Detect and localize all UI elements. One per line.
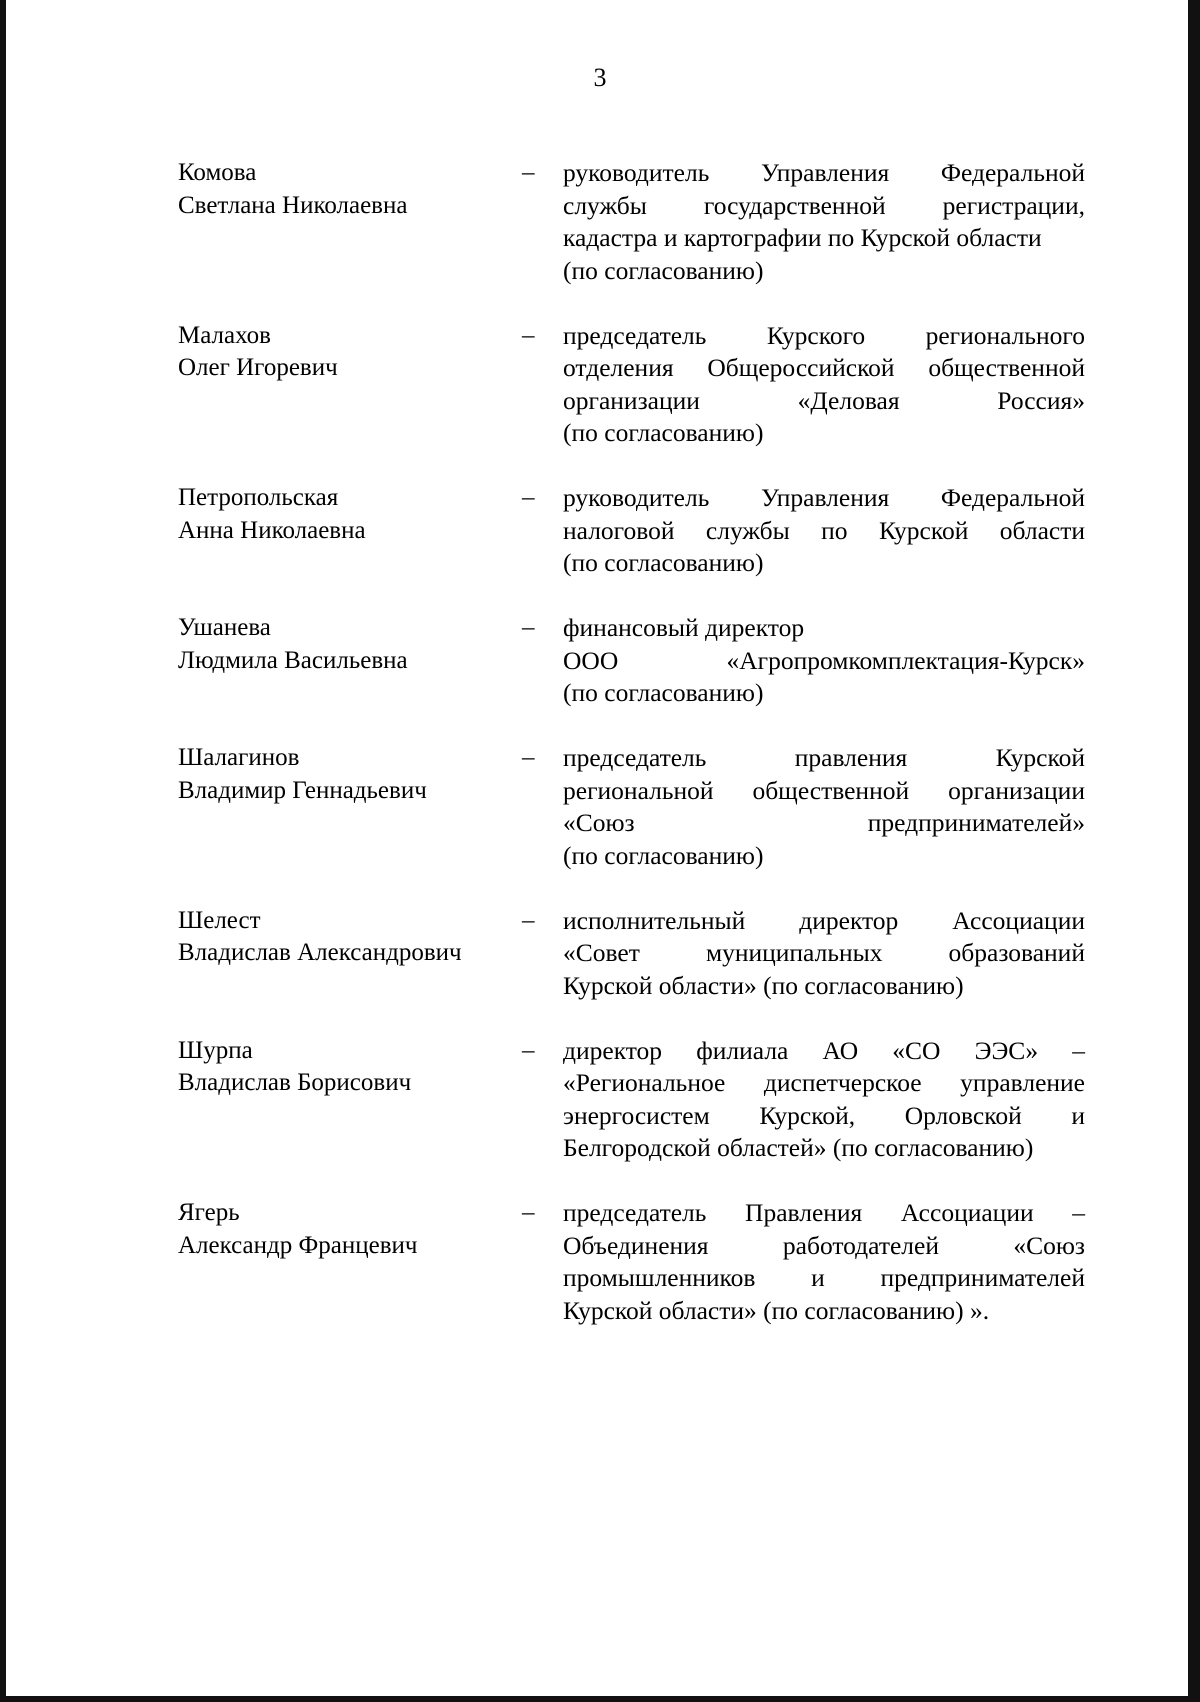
member-given-names: Светлана Николаевна bbox=[178, 191, 408, 219]
position-line bbox=[563, 157, 1085, 190]
position-word: энергосистем bbox=[563, 1100, 710, 1130]
member-given-names: Владимир Геннадьевич bbox=[178, 776, 427, 804]
dash-separator: – bbox=[522, 1036, 535, 1064]
member-position bbox=[563, 905, 1085, 1003]
position-line bbox=[563, 1197, 1085, 1230]
position-line: (по согласованию) bbox=[563, 548, 764, 577]
member-entry bbox=[0, 742, 1200, 905]
position-word: региональной bbox=[563, 775, 714, 805]
member-surname: Малахов bbox=[178, 321, 271, 349]
position-word: «СО bbox=[892, 1035, 941, 1065]
dash-separator: – bbox=[522, 321, 535, 349]
position-line bbox=[563, 742, 1085, 775]
position-word: «Союз bbox=[563, 808, 635, 837]
member-given-names: Людмила Васильевна bbox=[178, 646, 408, 674]
position-line: Курской области» (по согласованию) ». bbox=[563, 1295, 990, 1325]
position-word: налоговой bbox=[563, 515, 675, 545]
member-name bbox=[178, 742, 518, 807]
position-word: образований bbox=[948, 938, 1085, 967]
member-entry bbox=[0, 1197, 1200, 1360]
position-word: руководитель bbox=[563, 483, 710, 512]
position-word: председатель bbox=[563, 1198, 707, 1227]
position-word: исполнительный bbox=[563, 905, 746, 935]
position-word: и bbox=[811, 1263, 825, 1292]
member-given-names: Владислав Борисович bbox=[178, 1069, 412, 1096]
position-word: организации bbox=[563, 385, 700, 415]
position-line bbox=[563, 807, 1085, 840]
member-name bbox=[178, 612, 518, 677]
position-word: общественной bbox=[752, 775, 910, 805]
position-line bbox=[563, 1067, 1085, 1100]
position-word: Россия» bbox=[997, 385, 1085, 415]
member-position bbox=[563, 482, 1085, 580]
position-word: регионального bbox=[925, 320, 1085, 350]
position-word: Объединения bbox=[563, 1230, 709, 1260]
position-word: и bbox=[1071, 1100, 1085, 1130]
member-position bbox=[563, 742, 1085, 872]
position-word: по bbox=[821, 515, 848, 545]
position-word: Курского bbox=[766, 320, 866, 350]
position-line: Белгородской областей» (по согласованию) bbox=[563, 1133, 1034, 1162]
position-line bbox=[563, 775, 1085, 808]
position-word: отделения bbox=[563, 353, 674, 382]
position-word: службы bbox=[705, 515, 790, 545]
position-line bbox=[563, 515, 1085, 548]
position-line bbox=[563, 482, 1085, 515]
position-line bbox=[563, 190, 1085, 223]
member-position bbox=[563, 320, 1085, 450]
position-word: Курской, bbox=[759, 1100, 856, 1130]
position-line: кадастра и картографии по Курской области bbox=[563, 223, 1042, 252]
position-line bbox=[563, 1230, 1085, 1263]
position-line: финансовый директор bbox=[563, 613, 805, 642]
position-word: предпринимателей» bbox=[867, 808, 1085, 837]
member-surname: Комова bbox=[178, 159, 257, 186]
member-given-names: Анна Николаевна bbox=[178, 516, 366, 544]
position-word: руководитель bbox=[563, 158, 710, 187]
member-entry bbox=[0, 612, 1200, 742]
position-word: Курской bbox=[995, 743, 1085, 772]
position-line: Курской области» (по согласованию) bbox=[563, 970, 964, 1000]
position-word: «Агропромкомплектация-Курск» bbox=[726, 645, 1085, 675]
position-word: правления bbox=[794, 743, 908, 772]
position-word: организации bbox=[948, 775, 1085, 805]
position-word: Курской bbox=[878, 515, 969, 545]
position-word: Орловской bbox=[904, 1100, 1022, 1130]
scan-edge-bottom bbox=[0, 1696, 1200, 1702]
position-word: ЭЭС» bbox=[974, 1035, 1039, 1065]
position-word: председатель bbox=[563, 743, 707, 772]
member-given-names: Владислав Александрович bbox=[178, 939, 462, 966]
member-name bbox=[178, 905, 518, 970]
member-name bbox=[178, 320, 518, 385]
dash-separator: – bbox=[522, 744, 535, 771]
member-name bbox=[178, 1035, 518, 1100]
dash-separator: – bbox=[522, 159, 535, 186]
position-word: директор bbox=[799, 905, 899, 935]
position-line bbox=[563, 1100, 1085, 1133]
position-word: филиала bbox=[696, 1035, 789, 1065]
position-line bbox=[563, 385, 1085, 418]
position-word: управление bbox=[960, 1068, 1085, 1097]
position-word: ООО bbox=[563, 645, 619, 675]
position-word: области bbox=[999, 515, 1085, 545]
member-surname: Ушанева bbox=[178, 614, 271, 641]
position-line: (по согласованию) bbox=[563, 840, 764, 870]
position-word: Правления bbox=[745, 1198, 863, 1227]
member-entry bbox=[0, 482, 1200, 612]
position-line bbox=[563, 352, 1085, 385]
position-line bbox=[563, 905, 1085, 938]
member-name bbox=[178, 1197, 518, 1262]
position-word: предпринимателей bbox=[880, 1263, 1085, 1292]
member-name bbox=[178, 482, 518, 547]
dash-separator: – bbox=[522, 614, 535, 641]
position-word: муниципальных bbox=[705, 938, 883, 967]
member-surname: Петропольская bbox=[178, 484, 339, 511]
position-word: Управления bbox=[760, 483, 890, 512]
position-word: АО bbox=[822, 1035, 859, 1065]
position-line: (по согласованию) bbox=[563, 418, 764, 447]
position-word: – bbox=[1072, 1198, 1085, 1227]
position-word: Федеральной bbox=[940, 483, 1085, 512]
member-position bbox=[563, 612, 1085, 710]
position-line bbox=[563, 645, 1085, 678]
position-word: Ассоциации bbox=[900, 1198, 1034, 1227]
member-entry bbox=[0, 157, 1200, 320]
position-word: государственной bbox=[703, 190, 886, 220]
member-given-names: Олег Игоревич bbox=[178, 354, 338, 381]
position-word: Федеральной bbox=[940, 158, 1085, 187]
position-word: работодателей bbox=[782, 1230, 939, 1260]
member-list bbox=[0, 157, 1200, 1360]
position-line bbox=[563, 1035, 1085, 1068]
member-position bbox=[563, 157, 1085, 287]
member-entry bbox=[0, 1035, 1200, 1198]
member-position bbox=[563, 1197, 1085, 1327]
position-word: директор bbox=[563, 1035, 663, 1065]
position-word: – bbox=[1072, 1035, 1085, 1065]
position-word: общественной bbox=[928, 353, 1085, 382]
position-line: (по согласованию) bbox=[563, 255, 764, 285]
position-word: «Региональное bbox=[563, 1068, 726, 1097]
position-word: Общероссийской bbox=[707, 353, 895, 382]
page-number: 3 bbox=[593, 63, 607, 92]
member-name bbox=[178, 157, 518, 222]
position-word: «Совет bbox=[563, 938, 640, 967]
member-entry bbox=[0, 320, 1200, 483]
position-line bbox=[563, 937, 1085, 970]
member-surname: Ягерь bbox=[178, 1199, 240, 1226]
position-word: Управления bbox=[760, 158, 890, 187]
member-given-names: Александр Францевич bbox=[178, 1231, 418, 1259]
member-entry bbox=[0, 905, 1200, 1035]
member-position bbox=[563, 1035, 1085, 1165]
dash-separator: – bbox=[522, 906, 535, 934]
member-surname: Шалагинов bbox=[178, 744, 300, 771]
position-word: промышленников bbox=[563, 1263, 756, 1292]
member-surname: Шурпа bbox=[178, 1036, 253, 1064]
position-line bbox=[563, 1262, 1085, 1295]
position-word: «Союз bbox=[1013, 1230, 1085, 1260]
position-word: службы bbox=[563, 190, 647, 220]
member-surname: Шелест bbox=[178, 906, 261, 934]
position-word: диспетчерское bbox=[763, 1068, 922, 1097]
position-word: председатель bbox=[563, 320, 707, 350]
position-line: (по согласованию) bbox=[563, 678, 764, 707]
dash-separator: – bbox=[522, 484, 535, 511]
position-word: регистрации, bbox=[942, 190, 1085, 220]
position-word: Ассоциации bbox=[952, 905, 1085, 935]
position-word: «Деловая bbox=[797, 385, 900, 415]
position-line bbox=[563, 320, 1085, 353]
dash-separator: – bbox=[522, 1199, 535, 1226]
